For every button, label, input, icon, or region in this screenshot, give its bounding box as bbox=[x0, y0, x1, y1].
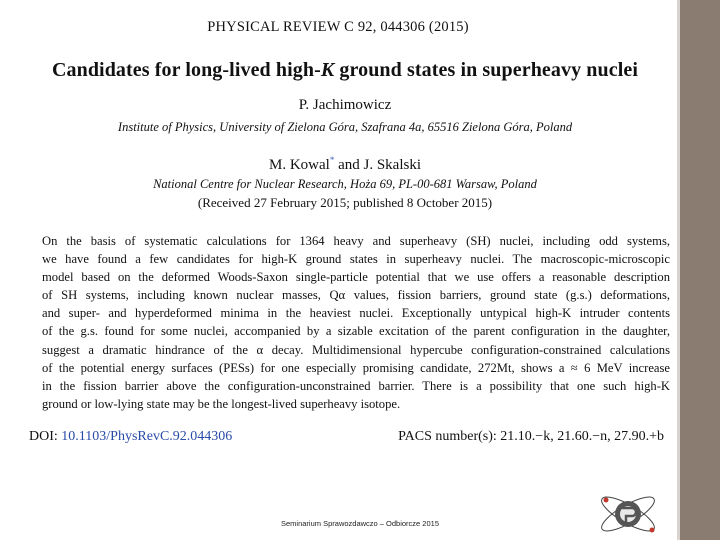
abstract-line: On the basis of systematic calculations for 1364 heavy and superheavy (SH) nuclei, including odd systems, bbox=[42, 234, 670, 248]
doi-label: DOI: bbox=[29, 429, 62, 444]
affiliation-ncnr-warsaw: National Centre for Nuclear Research, Hoża 69, PL-00-681 Warsaw, Poland bbox=[153, 177, 537, 191]
abstract-line: of the g.s. found for some nuclei, accompanied by a sizable excitation of the parent configuration in the daughter, bbox=[42, 324, 670, 339]
abstract-line: of SH systems, including known nuclear masses, Qα values, fission barriers, ground state (g.s.) deformations, bbox=[42, 288, 670, 303]
author-kowal: M. Kowal bbox=[269, 157, 330, 173]
title-part-2: ground states in superheavy nuclei bbox=[334, 59, 639, 81]
abstract-line: suggest a dramatic hindrance of the α decay. Multidimensional hypercube configuration-constrained calculations bbox=[42, 342, 670, 357]
abstract-line: of the potential energy surfaces (PESs) for one especially promising candidate, 272Mt, shows a ≈ 6 MeV increase bbox=[42, 360, 670, 375]
paper-title bbox=[0, 59, 690, 82]
author-skalski: and J. Skalski bbox=[334, 157, 421, 173]
affiliation-zielona-gora: Institute of Physics, University of Zielona Góra, Szafrana 4a, 65516 Zielona Góra, Poland bbox=[117, 120, 573, 134]
abstract-text bbox=[42, 232, 670, 413]
abstract-line: and super- and hyperdeformed minima in the heaviest nuclei. Exceptionally untypical high-K intruder contents bbox=[42, 306, 670, 321]
doi-link[interactable]: 10.1103/PhysRevC.92.044306 bbox=[61, 429, 233, 444]
doi-line bbox=[29, 429, 232, 445]
journal-reference: PHYSICAL REVIEW C 92, 044306 (2015) bbox=[207, 19, 469, 35]
slide-footer: Seminarium Sprawozdawczo – Odbiorcze 2015 bbox=[281, 519, 439, 528]
slide-side-bar bbox=[680, 0, 720, 540]
title-part-1: Candidates for long-lived high- bbox=[51, 59, 321, 81]
abstract-line: ground or low-lying state may be the longest-lived superheavy isotope. bbox=[42, 396, 401, 411]
title-k-symbol: K bbox=[320, 59, 335, 81]
authors-kowal-skalski bbox=[0, 155, 690, 174]
abstract-line: model based on the deformed Woods-Saxon single-particle potential that we use offers a reasonable description bbox=[42, 270, 670, 285]
institute-logo-icon bbox=[592, 486, 664, 540]
abstract-line: we have found a few candidates for high-K ground states in superheavy nuclei. The macroscopic-microscopic bbox=[42, 252, 670, 267]
pacs-numbers: PACS number(s): 21.10.−k, 21.60.−n, 27.90.+b bbox=[398, 429, 664, 444]
received-published-dates: (Received 27 February 2015; published 8 October 2015) bbox=[197, 195, 493, 210]
abstract-line: in the fission barrier above the configuration-unconstrained barrier. There is a possibility that one such high-K bbox=[42, 378, 670, 393]
corresponding-author-mark[interactable]: * bbox=[329, 155, 335, 165]
author-jachimowicz: P. Jachimowicz bbox=[298, 97, 392, 113]
